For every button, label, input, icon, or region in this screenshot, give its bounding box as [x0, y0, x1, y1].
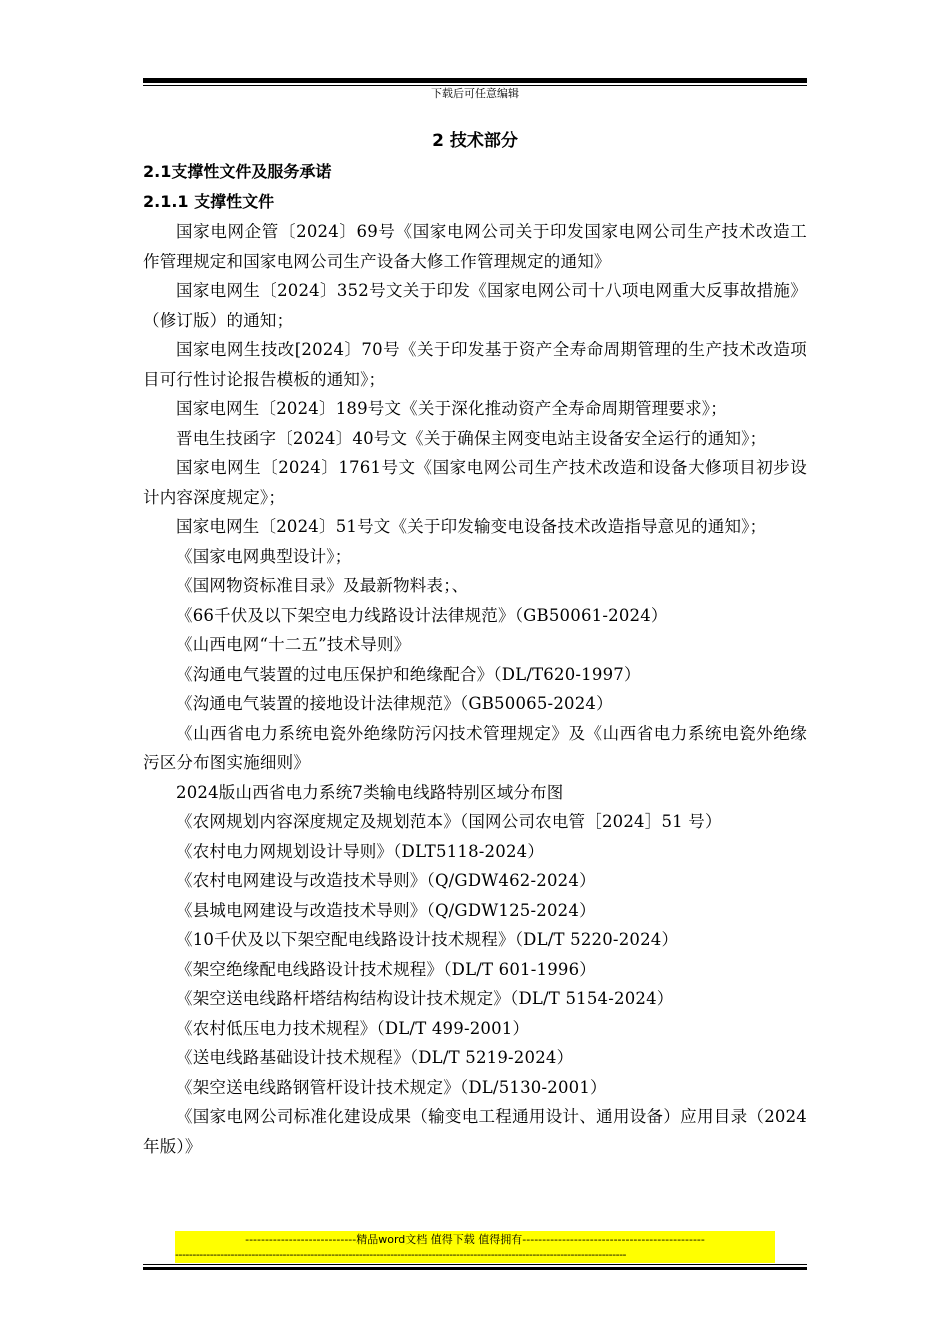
list-item: 《沟通电气装置的接地设计法律规范》（GB50065-2024） [176, 694, 613, 713]
footer-banner-text: 精品word文档 值得下载 值得拥有 [356, 1232, 523, 1246]
chapter-title: 2 技术部分 [432, 131, 518, 151]
list-item: 《农村电网建设与改造技术导则》（Q/GDW462-2024） [176, 871, 596, 890]
header-rule-thick [143, 78, 807, 83]
footer-banner [175, 1231, 775, 1263]
list-item: 《山西电网“十二五”技术导则》 [176, 635, 411, 654]
list-item: 《架空送电线路杆塔结构结构设计技术规定》（DL/T 5154-2024） [176, 989, 674, 1008]
list-item: 国家电网生〔2024〕51号文《关于印发输变电设备技术改造指导意见的通知》； [176, 517, 767, 536]
list-item: 《10千伏及以下架空配电线路设计技术规程》（DL/T 5220-2024） [176, 930, 679, 949]
section-heading-2-1: 2.1支撑性文件及服务承诺 [143, 162, 332, 181]
list-item: 《架空绝缘配电线路设计技术规程》（DL/T 601-1996） [176, 959, 597, 979]
list-item: 《县城电网建设与改造技术导则》（Q/GDW125-2024） [176, 900, 596, 920]
list-item: 《送电线路基础设计技术规程》（DL/T 5219-2024） [176, 1048, 574, 1067]
document-body [143, 125, 807, 1161]
section-heading-2-1-1: 2.1.1 支撑性文件 [143, 192, 275, 211]
footer-dashes-left: ---------------------------- [245, 1232, 357, 1246]
list-item: 国家电网生〔2024〕189号文《关于深化推动资产全寿命周期管理要求》； [176, 399, 727, 418]
list-item: 《国家电网公司标准化建设成果（输变电工程通用设计、通用设备）应用目录（2024年版）》 [143, 1107, 807, 1156]
list-item: 2024版山西省电力系统7类输电线路特别区域分布图 [176, 782, 564, 802]
footer-dashes-right: ---------------------------------------------- [522, 1232, 705, 1246]
list-item: 《66千伏及以下架空电力线路设计法律规范》（GB50061-2024） [176, 605, 668, 625]
list-item: 《国网物资标准目录》及最新物料表；、 [176, 576, 469, 595]
footer-banner-line [175, 1231, 775, 1247]
list-item: 《架空送电线路钢管杆设计技术规定》（DL/5130-2001） [176, 1077, 607, 1097]
footer-rule-thin [143, 1264, 807, 1265]
list-item: 国家电网生技改[2024〕70号《关于印发基于资产全寿命周期管理的生产技术改造项目可行性讨论报告模板的通知》； [143, 340, 807, 389]
list-item: 晋电生技函字〔2024〕40号文《关于确保主网变电站主设备安全运行的通知》； [176, 428, 767, 448]
list-item: 国家电网生〔2024〕1761号文《国家电网公司生产技术改造和设备大修项目初步设计内容深度规定》； [143, 458, 807, 507]
list-item: 国家电网企管〔2024〕69号《国家电网公司关于印发国家电网公司生产技术改造工作管理规定和国家电网公司生产设备大修工作管理规定的通知》 [143, 222, 807, 271]
header-text: 下载后可任意编辑 [431, 87, 519, 100]
list-item: 《农网规划内容深度规定及规划范本》（国网公司农电管［2024］51 号） [176, 812, 722, 831]
footer-rule-thick [143, 1267, 807, 1270]
footer-dashes-line: ---------------------------------------------------------------------------------------------------------------------------------- [175, 1248, 627, 1261]
list-item: 《国家电网典型设计》； [176, 546, 352, 566]
list-item: 《农村低压电力技术规程》（DL/T 499-2001） [176, 1018, 530, 1038]
list-item: 《山西省电力系统电瓷外绝缘防污闪技术管理规定》及《山西省电力系统电瓷外绝缘污区分布图实施细则》 [143, 723, 807, 772]
list-item: 《农村电力网规划设计导则》（DLT5118-2024） [176, 841, 545, 861]
list-item: 国家电网生〔2024〕352号文关于印发《国家电网公司十八项电网重大反事故措施》（修订版）的通知； [143, 281, 807, 330]
list-item: 《沟通电气装置的过电压保护和绝缘配合》（DL/T620-1997） [176, 664, 641, 684]
header-rule-thin [143, 85, 807, 86]
